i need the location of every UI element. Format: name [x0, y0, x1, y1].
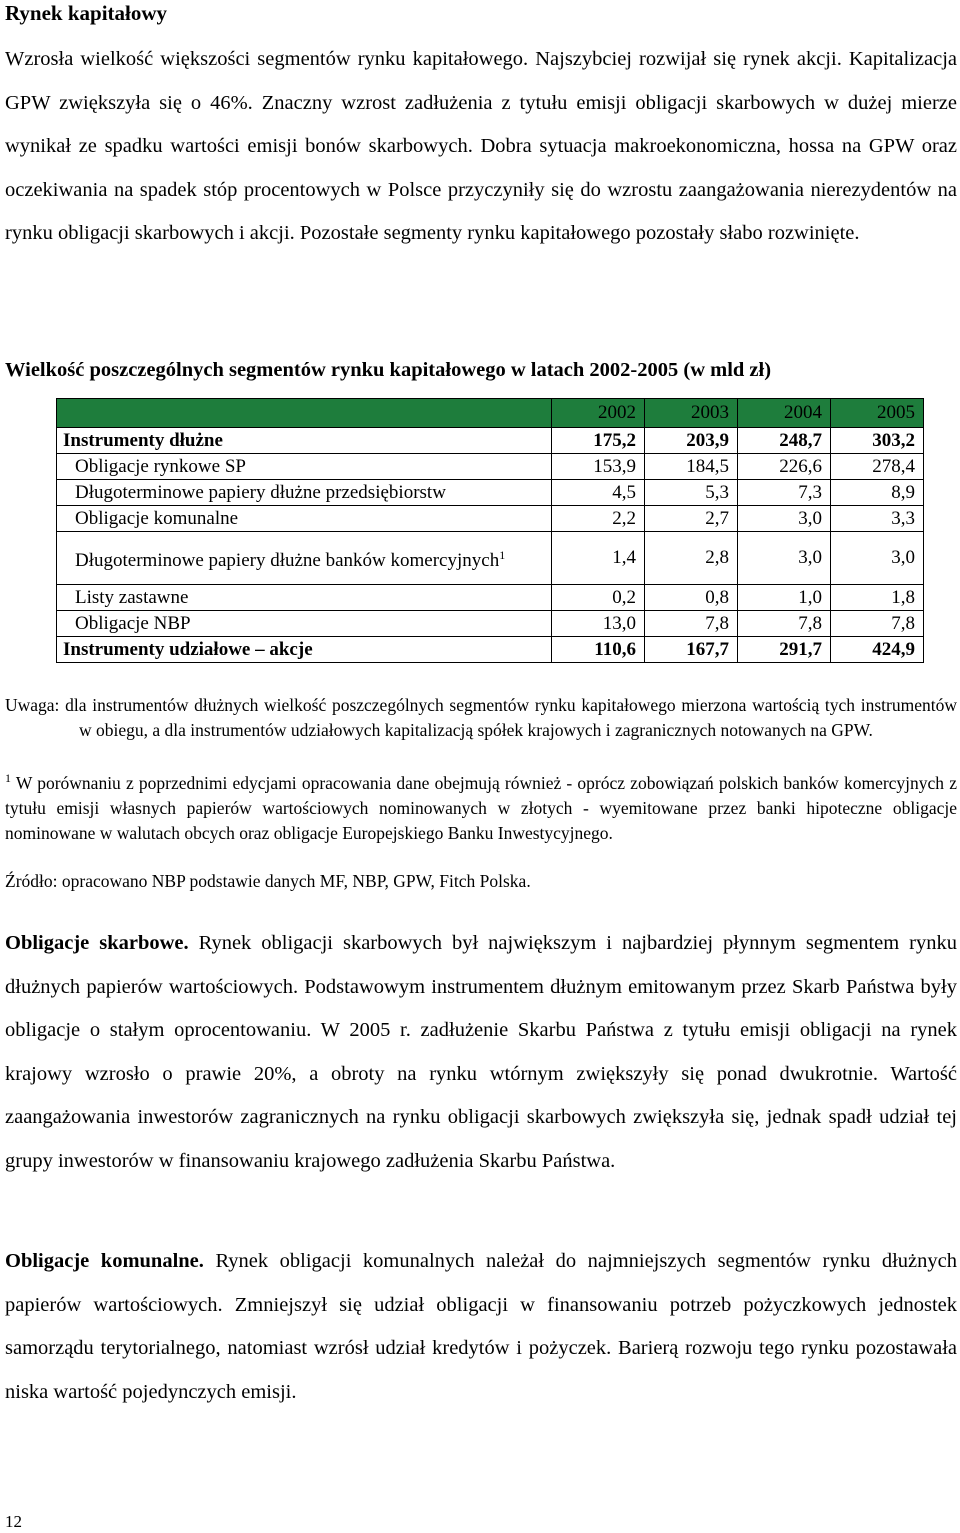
footnote-marker: 1 — [5, 771, 11, 785]
year-header: 2003 — [645, 399, 738, 428]
cell-value: 4,5 — [552, 480, 645, 506]
cell-value: 0,8 — [645, 585, 738, 611]
table-row — [57, 480, 924, 506]
note-text: Uwaga: dla instrumentów dłużnych wielkość poszczególnych segmentów rynku kapitałowego mierzona wartością tych instrumentów w obiegu, a dla instrumentów udziałowych kapitalizacją spółek krajowych i zagranicznych notowanych na GPW. — [5, 695, 957, 740]
cell-value: 2,8 — [645, 532, 738, 585]
cell-value: 278,4 — [831, 454, 924, 480]
table-caption: Wielkość poszczególnych segmentów rynku kapitałowego w latach 2002-2005 (w mld zł) — [5, 359, 772, 381]
table-row — [57, 506, 924, 532]
cell-value: 7,8 — [738, 611, 831, 637]
cell-value: 3,3 — [831, 506, 924, 532]
cell-value: 5,3 — [645, 480, 738, 506]
year-header: 2005 — [831, 399, 924, 428]
table-row — [57, 637, 924, 663]
paragraph-treasury-bonds — [5, 922, 957, 1184]
row-label: Obligacje NBP — [57, 611, 552, 637]
cell-value: 3,0 — [738, 532, 831, 585]
paragraph-text: Rynek obligacji skarbowych był największym i najbardziej płynnym segmentem rynku dłużnych papierów wartościowych. Podstawowym instrumentem dłużnym emitowanym przez Skarb Państwa były obligacje o stałym oprocentowaniu. W 2005 r. zadłużenie Skarbu Państwa z tytułu emisji obligacji na rynek krajowy wzrosło o prawie 20%, a obroty na rynku wtórnym zwiększyły się ponad dwukrotnie. Wartość zaangażowania inwestorów zagranicznych na rynku obligacji skarbowych zwiększyła się, jednak spadł udział tej grupy inwestorów w finansowaniu krajowego zadłużenia Skarbu Państwa. — [5, 932, 957, 1172]
cell-value: 2,7 — [645, 506, 738, 532]
table-row — [57, 532, 924, 585]
cell-value: 0,2 — [552, 585, 645, 611]
cell-value: 7,8 — [645, 611, 738, 637]
cell-value: 1,0 — [738, 585, 831, 611]
row-label: Obligacje rynkowe SP — [57, 454, 552, 480]
row-label: Obligacje komunalne — [57, 506, 552, 532]
paragraph-municipal-bonds — [5, 1240, 957, 1414]
cell-value: 2,2 — [552, 506, 645, 532]
capital-market-table — [56, 398, 924, 663]
cell-value: 167,7 — [645, 637, 738, 663]
cell-value: 8,9 — [831, 480, 924, 506]
cell-value: 203,9 — [645, 428, 738, 454]
cell-value: 291,7 — [738, 637, 831, 663]
row-label — [57, 532, 552, 585]
table-row — [57, 585, 924, 611]
cell-value: 248,7 — [738, 428, 831, 454]
cell-value: 226,6 — [738, 454, 831, 480]
cell-value: 7,8 — [831, 611, 924, 637]
cell-value: 7,3 — [738, 480, 831, 506]
table-header-empty — [57, 399, 552, 428]
paragraph-lead: Obligacje komunalne. — [5, 1250, 204, 1272]
row-label: Instrumenty dłużne — [57, 428, 552, 454]
footnote-marker: 1 — [499, 548, 506, 562]
cell-value: 1,8 — [831, 585, 924, 611]
year-header: 2004 — [738, 399, 831, 428]
table-header-row — [57, 399, 924, 428]
table-note — [5, 693, 957, 742]
cell-value: 3,0 — [738, 506, 831, 532]
cell-value: 1,4 — [552, 532, 645, 585]
row-label: Instrumenty udziałowe – akcje — [57, 637, 552, 663]
cell-value: 110,6 — [552, 637, 645, 663]
intro-paragraph: Wzrosła wielkość większości segmentów rynku kapitałowego. Najszybciej rozwijał się rynek akcji. Kapitalizacja GPW zwiększyła się o 46%. Znaczny wzrost zadłużenia z tytułu emisji obligacji skarbowych w dużej mierze wynikał ze spadku wartości emisji bonów skarbowych. Dobra sytuacja makroekonomiczna, hossa na GPW oraz oczekiwania na spadek stóp procentowych w Polsce przyczyniły się do wzrostu zaangażowania nierezydentów na rynku obligacji skarbowych i akcji. Pozostałe segmenty rynku kapitałowego pozostały słabo rozwinięte. — [5, 48, 957, 244]
paragraph-lead: Obligacje skarbowe. — [5, 932, 189, 954]
page-number: 12 — [5, 1512, 22, 1531]
row-label-text: Długoterminowe papiery dłużne banków komercyjnych — [75, 550, 500, 571]
cell-value: 175,2 — [552, 428, 645, 454]
source-note: Źródło: opracowano NBP podstawie danych MF, NBP, GPW, Fitch Polska. — [5, 871, 531, 891]
section-title: Rynek kapitałowy — [5, 1, 168, 25]
cell-value: 153,9 — [552, 454, 645, 480]
row-label: Długoterminowe papiery dłużne przedsiębiorstw — [57, 480, 552, 506]
footnote — [5, 766, 957, 846]
year-header: 2002 — [552, 399, 645, 428]
table-row — [57, 454, 924, 480]
cell-value: 303,2 — [831, 428, 924, 454]
row-label: Listy zastawne — [57, 585, 552, 611]
cell-value: 424,9 — [831, 637, 924, 663]
cell-value: 184,5 — [645, 454, 738, 480]
table-row — [57, 428, 924, 454]
table-row — [57, 611, 924, 637]
paragraph-text: Rynek obligacji komunalnych należał do najmniejszych segmentów rynku dłużnych papierów wartościowych. Zmniejszył się udział obligacji w finansowaniu potrzeb pożyczkowych jednostek samorządu terytorialnego, natomiast wzrósł udział kredytów i pożyczek. Barierą rozwoju tego rynku pozostawała niska wartość pojedynczych emisji. — [5, 1250, 957, 1403]
footnote-text: W porównaniu z poprzednimi edycjami opracowania dane obejmują również - oprócz zobowiązań polskich banków komercyjnych z tytułu emisji własnych papierów wartościowych nominowanych w złotych - wyemitowane przez banki hipoteczne obligacje nominowane w walutach obcych oraz obligacje Europejskiego Banku Inwestycyjnego. — [5, 773, 957, 843]
cell-value: 13,0 — [552, 611, 645, 637]
cell-value: 3,0 — [831, 532, 924, 585]
